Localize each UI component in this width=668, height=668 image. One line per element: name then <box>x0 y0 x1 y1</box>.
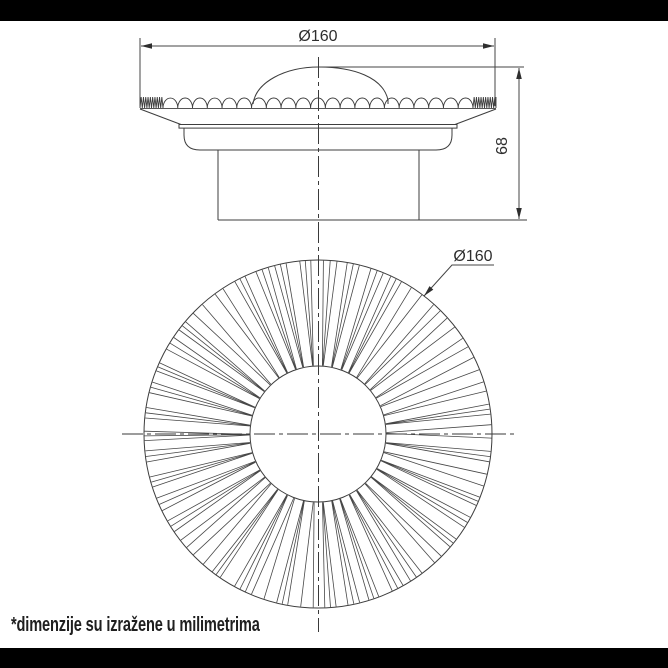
circle-dimension-label: Ø160 <box>453 248 493 265</box>
height-dimension-label: 68 <box>494 137 511 155</box>
units-footnote: *dimenzije su izražene u milimetrima <box>11 614 260 636</box>
bottom-black-bar <box>0 648 668 668</box>
down-arrowhead <box>516 208 522 219</box>
dimension-height-68 <box>321 67 524 219</box>
dimension-circle-160 <box>424 248 494 296</box>
left-arrowhead <box>141 43 152 49</box>
left-taper-line <box>140 109 181 125</box>
right-taper-line <box>455 109 496 125</box>
up-arrowhead <box>516 68 522 79</box>
side-elevation-view <box>140 57 527 632</box>
width-dimension-label: Ø160 <box>298 28 338 45</box>
right-arrowhead <box>483 43 494 49</box>
leader-line <box>424 265 494 296</box>
